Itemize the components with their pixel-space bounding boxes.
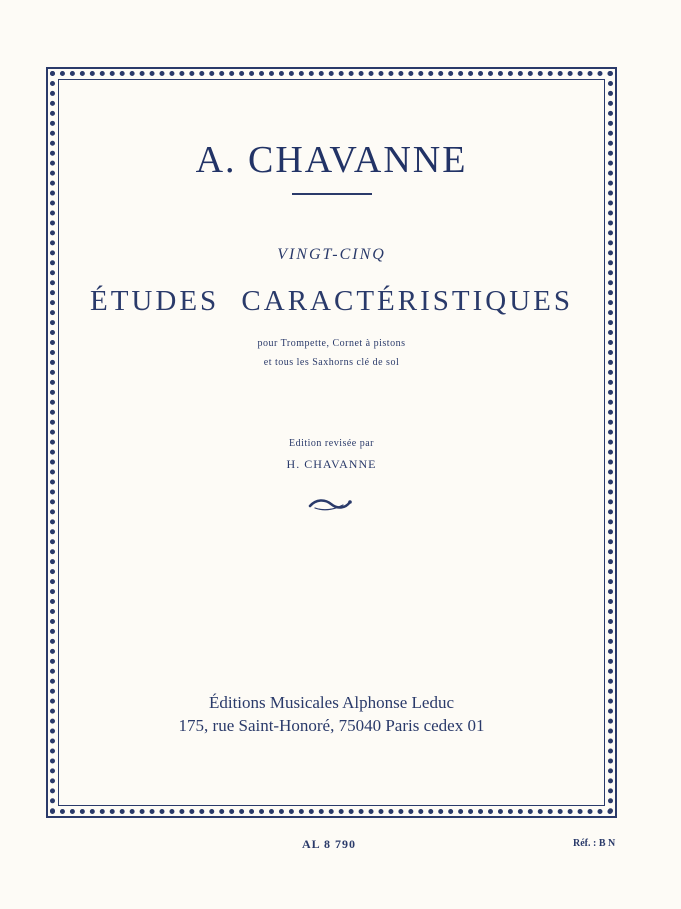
edition-line-1: Edition revisée par [288, 438, 375, 449]
flourish-icon [307, 496, 353, 512]
composer-name: A. CHAVANNE [195, 139, 468, 181]
instruments-line-1: pour Trompette, Cornet à pistons [257, 338, 406, 349]
publisher-address: 175, rue Saint-Honoré, 75040 Paris cedex 01 [178, 716, 485, 735]
catalog-number: AL 8 790 [302, 837, 357, 851]
publisher-name: Éditions Musicales Alphonse Leduc [208, 693, 455, 712]
instruments-line-2: et tous les Saxhorns clé de sol [263, 357, 400, 368]
subtitle: VINGT-CINQ [277, 246, 386, 263]
editor-name: H. CHAVANNE [286, 457, 377, 471]
reference-code: Réf. : B N [573, 838, 616, 849]
title-divider [292, 193, 372, 195]
page-title: ÉTUDES CARACTÉRISTIQUES [90, 285, 573, 317]
